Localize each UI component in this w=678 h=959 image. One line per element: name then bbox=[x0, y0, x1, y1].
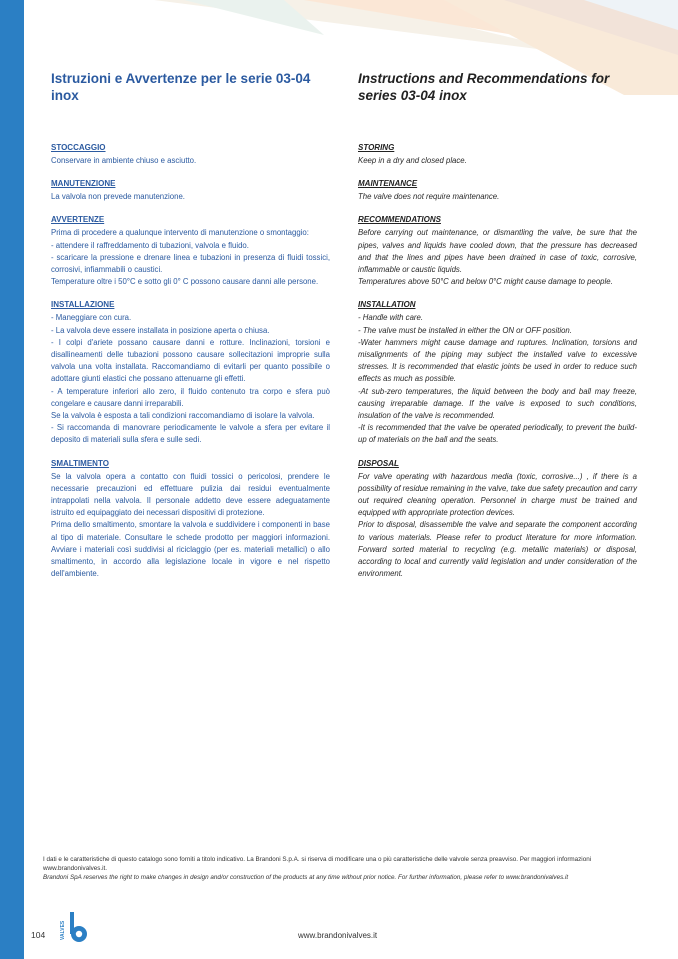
section-text: Conservare in ambiente chiuso e asciutto. bbox=[51, 156, 197, 165]
italian-title: Istruzioni e Avvertenze per le serie 03-04 inox bbox=[51, 71, 311, 103]
section-disposal bbox=[358, 458, 637, 581]
section-heading: MAINTENANCE bbox=[358, 179, 418, 189]
section-manutenzione bbox=[51, 178, 330, 203]
footer-english: Brandoni SpA reserves the right to make changes in design and/or construction of the products at any time without prior notice. For further information, please refer to www.brandonivalves.it bbox=[43, 874, 569, 881]
section-maintenance bbox=[358, 178, 637, 203]
section-heading: RECOMMENDATIONS bbox=[358, 215, 441, 225]
section-stoccaggio bbox=[51, 142, 330, 167]
page-number: 104 bbox=[31, 930, 46, 940]
section-heading: SMALTIMENTO bbox=[51, 458, 109, 468]
section-text: La valvola non prevede manutenzione. bbox=[51, 192, 185, 202]
section-storing bbox=[358, 142, 637, 167]
section-smaltimento bbox=[51, 458, 330, 581]
section-heading: STOCCAGGIO bbox=[51, 143, 106, 152]
section-heading: DISPOSAL bbox=[358, 458, 399, 468]
section-avvertenze bbox=[51, 214, 330, 288]
section-heading: INSTALLATION bbox=[358, 300, 416, 310]
section-recommendations bbox=[358, 214, 637, 288]
section-text: Se la valvola opera a contatto con fluidi tossici o pericolosi, prendere le necessarie precauzioni ed effettuare pulizia dai residui eventualmente intrappolati nella valvola. Il personale addetto deve essere adeguatamente istruito ed equipaggiato dei necessari dispositivi di protezione. Prima dello smaltimento, smontare la valvola e suddividere i componenti in base al tipo di materiale. Consultare le schede prodotto per maggiori informazioni. Avviare i materiali così suddivisi al riciclaggio (per es. materiali metallici) o allo smaltimento, in accordo alla legislazione locale in vigore e nel rispetto dell'ambiente. bbox=[51, 471, 330, 579]
english-title: Instructions and Recommendations for series 03-04 inox bbox=[358, 71, 610, 103]
section-heading: AVVERTENZE bbox=[51, 215, 105, 225]
section-installation bbox=[358, 299, 637, 446]
section-text: - Handle with care. - The valve must be installed in either the ON or OFF position. -Water hammers might cause damage and ruptures. Inclination, torsions and misalignments of the piping may subject the installed valve to excessive stresses. It is recommended that elastic joints be used in order to reduce such effects as much as possible. -At sub-zero temperatures, the liquid between the body and ball may freeze, causing irreparable damage. If the valve is exposed to such conditions, insulation of the valve is recommended. -It is recommended that the valve be operated periodically, to prevent the build-up of materials on the ball and the seats. bbox=[358, 313, 637, 445]
section-text: - Maneggiare con cura. - La valvola deve essere installata in posizione aperta o chiusa. - I colpi d'ariete possano causare danni e rotture. Inclinazioni, torsioni e disallineamenti delle tubazioni possono causare sollecitazioni improprie sulla valvola una volta installata. Raccomandiamo di evitarli per quanto possibile o adottare giunti elastici che possano attenuarne gli effetti. - A temperature inferiori allo zero, il fluido contenuto tra corpo e sfera può congelare e causare danni irreparabili. Se la valvola è esposta a tali condizioni raccomandiamo di isolare la valvola. - Si raccomanda di manovrare periodicamente le valvole a sfera per evitare il deposito di materiali sulla sfera e sulle sedi. bbox=[51, 313, 330, 445]
section-heading: INSTALLAZIONE bbox=[51, 300, 115, 310]
brandoni-logo-icon bbox=[60, 910, 90, 944]
footer-disclaimer bbox=[43, 855, 655, 882]
section-installazione bbox=[51, 299, 330, 446]
section-text: For valve operating with hazardous media (toxic, corrosive...) , if there is a possibility of residue remaining in the valve, take due safety precaution and carry out required cleaning operation. Personnel in charge must be trained and equipped with appropriate protection devices. Prior to disposal, disassemble the valve and separate the component according to various materials. Please refer to product literature for more information. Forward sorted material to recycling (e.g. metallic materials) or disposal, according to local and currently valid legislation and under consideration of the environment. bbox=[358, 471, 637, 579]
logo-text: VALVES bbox=[60, 920, 66, 940]
footer-italian: I dati e le caratteristiche di questo catalogo sono forniti a titolo indicativo. La Brandoni S.p.A. si riserva di modificare una o più caratteristiche delle valvole senza preavviso. Per maggiori informazioni www.brandonivalves.it. bbox=[43, 856, 592, 872]
blue-sidebar bbox=[0, 0, 24, 959]
english-column bbox=[358, 70, 637, 591]
section-text: Keep in a dry and closed place. bbox=[358, 156, 467, 165]
website-link[interactable]: www.brandonivalves.it bbox=[298, 931, 378, 940]
section-text: Before carrying out maintenance, or dismantling the valve, be sure that the pipes, valves and liquids have cooled down, that the pressure has decreased and that the lines and pipes have been drained in case of toxic, corrosive, inflammable or caustic liquids. Temperatures above 50°C and below 0°C might cause damage to people. bbox=[358, 228, 637, 287]
section-text: Prima di procedere a qualunque intervento di manutenzione o smontaggio: - attendere il raffreddamento di tubazioni, valvola e fluido. - scaricare la pressione e drenare linea e tubazioni in presenza di fluidi tossici, corrosivi, infiammabili o caustici. Temperature oltre i 50°C e sotto gli 0° C possono causare danni alle persone. bbox=[51, 228, 330, 287]
section-text: The valve does not require maintenance. bbox=[358, 192, 500, 202]
section-heading: MANUTENZIONE bbox=[51, 179, 116, 189]
italian-column bbox=[51, 70, 330, 591]
section-heading: STORING bbox=[358, 143, 395, 152]
